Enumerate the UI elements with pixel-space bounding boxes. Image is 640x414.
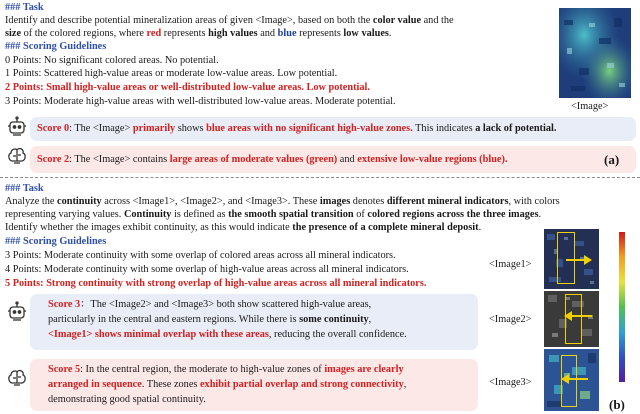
score-3-line1: Score 3：The <Image2> and <Image3> both show scattered high-value areas, (48, 299, 372, 310)
mineral-map-image-a (559, 8, 631, 98)
color-scale-bar (619, 232, 625, 382)
guide-a-1: 1 Points: Scattered high-value areas or moderate low-value areas. Low potential. (5, 68, 338, 79)
task-heading-a: ### Task (5, 2, 44, 13)
image3-caption: <Image3> (489, 377, 532, 388)
guide-a-2: 2 Points: Small high-value areas or well-distributed low-value areas. Low potential. (5, 82, 370, 93)
score-0-text: Score 0: The <Image> primarily shows blue areas with no significant high-value zones. This indicates a lack of potential. (37, 123, 557, 134)
brain-avatar-icon (5, 144, 29, 168)
guide-a-0: 0 Points: No significant colored areas. No potential. (5, 55, 219, 66)
guide-b-3: 3 Points: Moderate continuity with some overlap of colored areas across all mineral indicators. (5, 250, 396, 261)
task-line-b2: representing varying values. Continuity is defined as the smooth spatial transition of colored regions across the three images. (5, 209, 542, 220)
brain-avatar-icon (5, 366, 29, 390)
score-2-text: Score 2: The <Image> contains large areas of moderate values (green) and extensive low-value regions (blue). (37, 154, 508, 165)
guide-b-5: 5 Points: Strong continuity with strong overlap of high-value areas across all mineral indicators. (5, 278, 427, 289)
panel-label-b: (b) (609, 397, 625, 412)
score-5-line3: demonstrating good spatial continuity. (48, 394, 206, 405)
robot-avatar-icon (5, 115, 29, 139)
guide-b-4: 4 Points: Moderate continuity with some overlap of high-value areas across all mineral indicators. (5, 264, 409, 275)
guide-heading-b: ### Scoring Guidelines (5, 236, 107, 247)
image2-caption: <Image2> (489, 314, 532, 325)
panel-divider (0, 177, 640, 178)
robot-avatar-icon (5, 300, 29, 324)
panel-label-a: (a) (604, 152, 620, 167)
task-line-b3: Identify whether the images exhibit continuity, as this would indicate the presence of a complete mineral deposit. (5, 222, 482, 233)
score-5-line1: Score 5: In the central region, the moderate to high-value zones of images are clearly (48, 364, 404, 375)
task-heading-b: ### Task (5, 183, 44, 194)
image1-caption: <Image1> (489, 259, 532, 270)
arrow-3 (568, 378, 588, 380)
arrow-head-2 (564, 311, 572, 321)
score-5-line2: arranged in sequence. These zones exhibit partial overlap and strong connectivity, (48, 379, 407, 390)
arrow-1 (566, 259, 586, 261)
image-caption-a: <Image> (571, 101, 609, 112)
guide-heading-a: ### Scoring Guidelines (5, 41, 107, 52)
task-line-a1: Identify and describe potential mineralization areas of given <Image>, based on both the color value and the (5, 15, 454, 26)
task-line-a2: size of the colored regions, where red represents high values and blue represents low values. (5, 28, 392, 39)
arrow-2 (572, 315, 592, 317)
arrow-head-1 (584, 255, 592, 265)
score-3-line2: particularly in the central and eastern regions. While there is some continuity, (48, 314, 372, 325)
task-line-b1: Analyze the continuity across <Image1>, <Image2>, and <Image3>. These images denotes different mineral indicators, with colors (5, 196, 560, 207)
arrow-head-3 (561, 374, 569, 384)
score-3-line3: <Image1> shows minimal overlap with these areas, reducing the overall confidence. (48, 329, 407, 340)
guide-a-3: 3 Points: Moderate high-value areas with well-distributed low-value areas. Moderate potential. (5, 96, 396, 107)
highlight-box-1 (557, 232, 575, 284)
